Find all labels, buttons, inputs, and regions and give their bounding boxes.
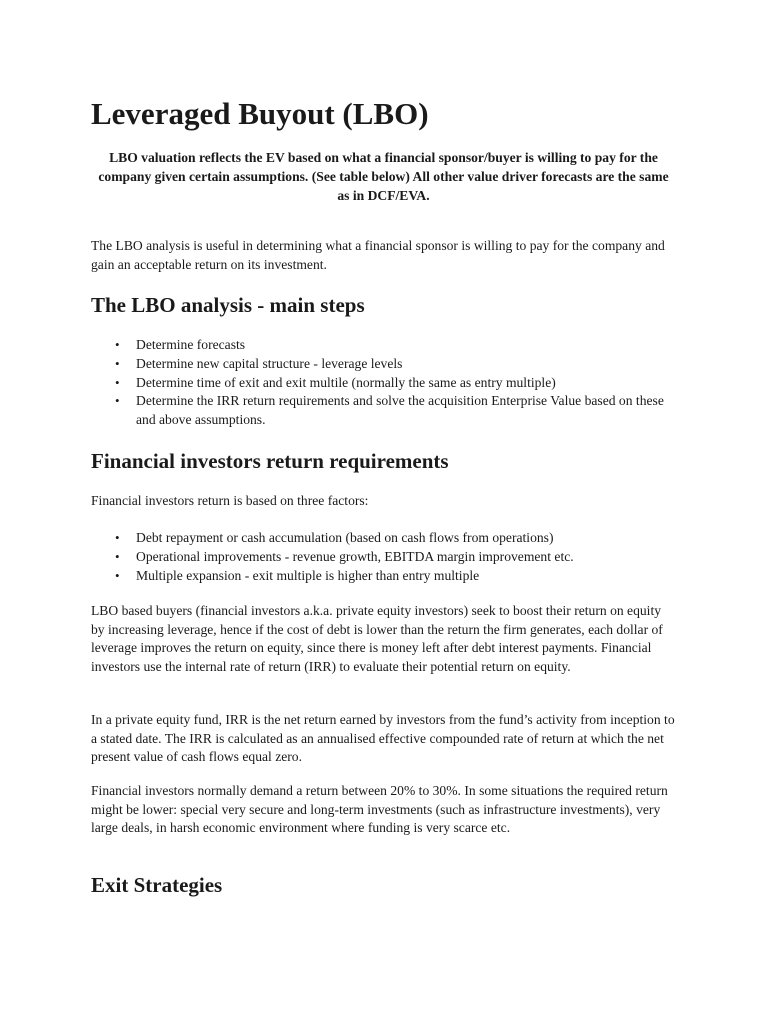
list-return-factors	[91, 529, 676, 585]
intro-summary: LBO valuation reflects the EV based on what a financial sponsor/buyer is willing to pay for the company given certain assumptions. (See table below) All other value driver forecasts are the same as in DCF/EVA.	[98, 150, 669, 203]
list-item-text: Multiple expansion - exit multiple is higher than entry multiple	[136, 567, 480, 583]
bullet-icon: •	[115, 337, 120, 352]
heading-exit-strategies: Exit Strategies	[91, 873, 223, 897]
paragraph-return-range: Financial investors normally demand a return between 20% to 30%. In some situations the required return might be lower: special very secure and long-term investments (such as infrastructure investments), very large deals, in harsh economic environment where funding is very scarce etc.	[91, 783, 668, 835]
bullet-icon: •	[115, 355, 120, 371]
bullet-icon: •	[115, 548, 120, 564]
heading-return-requirements: Financial investors return requirements	[91, 449, 449, 473]
paragraph-lbo-usefulness: The LBO analysis is useful in determining what a financial sponsor is willing to pay for the company and gain an acceptable return on its investment.	[91, 238, 665, 272]
list-item-text: Determine time of exit and exit multile (normally the same as entry multiple)	[136, 374, 556, 390]
heading-main-steps: The LBO analysis - main steps	[91, 293, 365, 317]
list-item-text: Determine the IRR return requirements and solve the acquisition Enterprise Value based on these and above assumptions.	[136, 393, 664, 428]
list-item	[91, 548, 676, 567]
list-main-steps	[91, 336, 676, 430]
paragraph-return-lead: Financial investors return is based on three factors:	[91, 493, 369, 508]
page-title: Leveraged Buyout (LBO)	[91, 96, 429, 131]
list-item	[91, 392, 676, 430]
bullet-icon: •	[115, 530, 120, 545]
list-item-text: Debt repayment or cash accumulation (based on cash flows from operations)	[136, 530, 554, 545]
bullet-icon: •	[115, 374, 120, 390]
list-item-text: Operational improvements - revenue growth, EBITDA margin improvement etc.	[136, 548, 574, 564]
list-item-text: Determine forecasts	[136, 337, 246, 352]
bullet-icon: •	[115, 393, 120, 409]
list-item	[91, 336, 676, 355]
list-item	[91, 567, 676, 586]
paragraph-irr-definition: In a private equity fund, IRR is the net return earned by investors from the fund’s activity from inception to a stated date. The IRR is calculated as an annualised effective compounded rate of return at which the net present value of cash flows equal zero.	[91, 712, 675, 764]
list-item	[91, 529, 676, 548]
list-item	[91, 355, 676, 374]
bullet-icon: •	[115, 567, 120, 583]
list-item-text: Determine new capital structure - leverage levels	[136, 355, 403, 371]
list-item	[91, 374, 676, 393]
paragraph-lbo-buyers: LBO based buyers (financial investors a.k.a. private equity investors) seek to boost their return on equity by increasing leverage, hence if the cost of debt is lower than the return the firm generates, each dollar of leverage improves the return on equity, since there is money left after debt interest payments. Financial investors use the internal rate of return (IRR) to evaluate their potential return on equity.	[91, 603, 663, 674]
